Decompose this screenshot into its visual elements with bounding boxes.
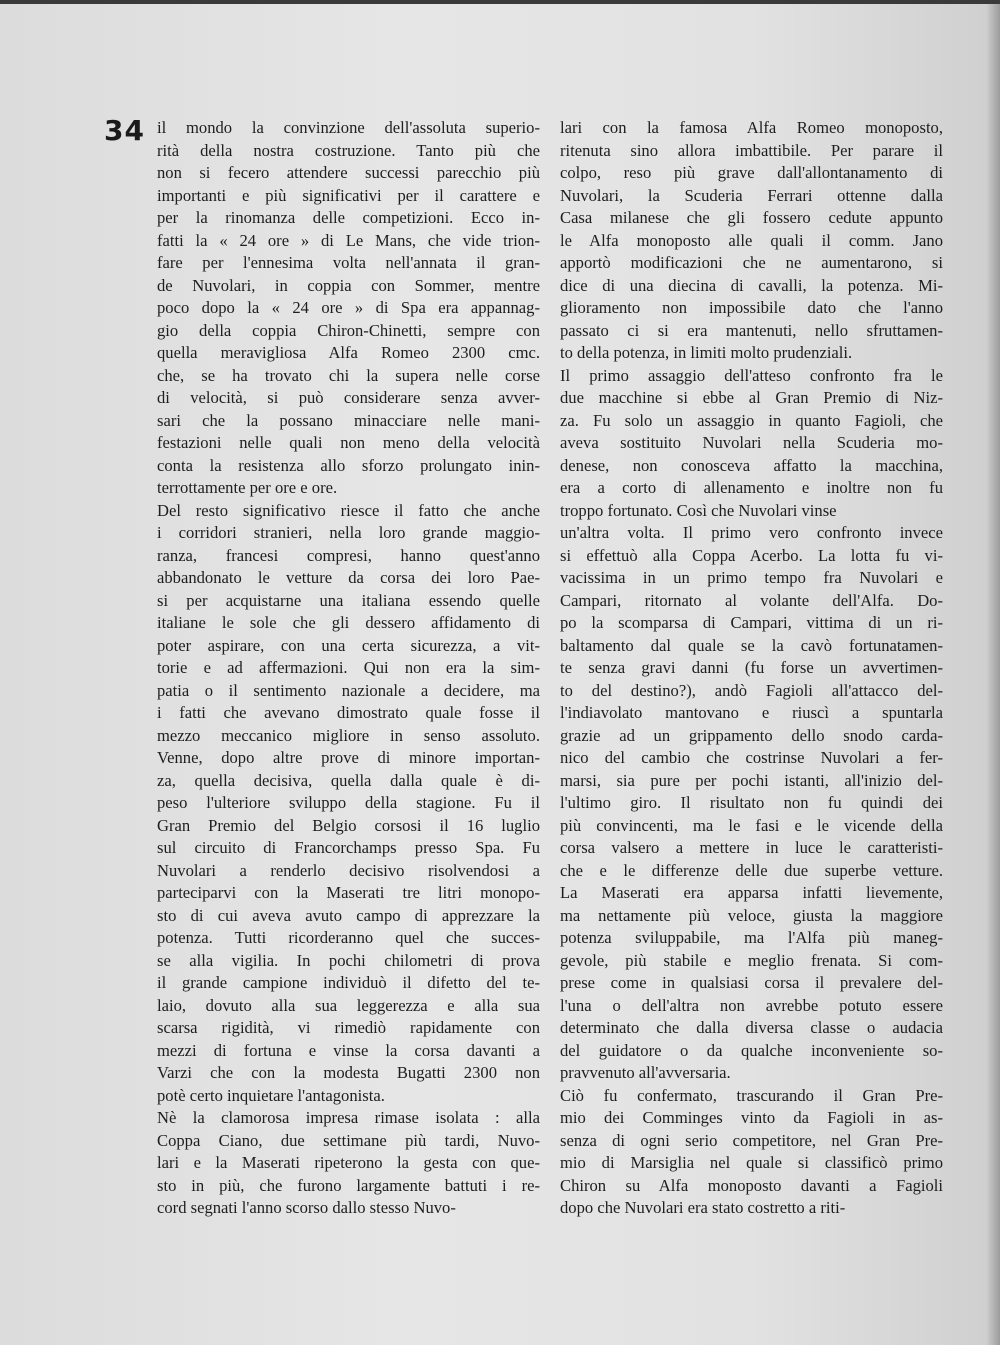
left-column-line: fatti la « 24 ore » di Le Mans, che vide trion- [157,230,540,250]
right-column-line: le Alfa monoposto alle quali il comm. Jano [560,230,943,250]
right-column-line: colpo, reso più grave dall'allontanamento di [560,163,943,182]
right-column-line: to del destino?), andò Fagioli all'attacco del- [560,680,943,700]
right-column-line: po la scomparsa di Campari, vittima di un ri- [560,613,943,632]
left-column-line: patia o il sentimento nazionale a decidere, ma [157,680,540,700]
left-column-line: peso l'ulteriore sviluppo della stagione. Fu il [157,793,540,812]
left-column-line: sari che la possano minacciare nelle mani- [157,410,540,430]
left-column-line: festazioni nelle quali non meno della velocità [157,433,540,452]
right-column-line: si effettuò alla Coppa Acerbo. La lotta fu vi- [560,545,943,565]
right-column-line: ma nettamente più veloce, giusta la maggiore [560,905,943,925]
left-column-line: il grande campione individuò il difetto del te- [157,973,540,992]
left-column-line: Varzi che con la modesta Bugatti 2300 non [157,1063,540,1082]
right-column-line: Nuvolari, la Scuderia Ferrari ottenne dalla [560,185,943,205]
right-column-line: prese come in qualsiasi corsa il prevalere del- [560,973,943,992]
right-column-line: Campari, ritornato al volante dell'Alfa. Do- [560,590,943,610]
left-column-line: ranza, francesi compresi, hanno quest'anno [157,545,540,565]
left-column-line: di velocità, si può considerare senza avver- [157,388,540,407]
left-column-line: sto in più, che furono largamente battuti i re- [157,1175,540,1195]
left-column-line: importanti e più significativi per il carattere e [157,185,540,205]
right-column-line: dopo che Nuvolari era stato costretto a riti- [560,1198,846,1217]
left-column-line: il mondo la convinzione dell'assoluta superio- [157,118,540,137]
right-column-line: glioramento non impossibile dato che l'anno [560,298,943,317]
left-column-line: Nè la clamorosa impresa rimase isolata : alla [157,1108,540,1127]
right-column-line: due macchine si ebbe al Gran Premio di Niz- [560,388,943,407]
right-column-line: te senza gravi danni (fu forse un avvertimen- [560,658,943,677]
right-text-column [560,117,943,1220]
right-column-line: denese, non conosceva affatto la macchina, [560,455,943,475]
left-column-line: abbandonato le vetture da corsa dei loro Pae- [157,568,540,587]
left-column-line: terrottamente per ore e ore. [157,478,338,497]
right-column-line: l'indiavolato mantovano e riuscì a spuntarla [560,703,943,722]
left-column-line: de Nuvolari, in coppia con Sommer, mentre [157,275,540,295]
left-column-line: scarsa rigidità, vi rimediò rapidamente con [157,1018,540,1037]
right-column-line: nico del cambio che costrinse Nuvolari a fer- [560,748,943,767]
left-column-line: potenza. Tutti ricorderanno quel che succes- [157,928,540,947]
page-gutter-shadow [986,0,1000,1345]
right-column-line: mio dei Comminges vinto da Fagioli in as- [560,1108,943,1127]
right-column-line: più convincenti, ma le fasi e le vicende della [560,815,943,835]
right-column-line: passato ci si era mantenuti, nello sfruttamen- [560,320,943,340]
left-column-line: non si fecero attendere successi parecchio più [157,163,540,182]
right-column-line: marsi, sia pure per pochi istanti, all'inizio del- [560,770,943,790]
page-number: 34 [104,114,145,147]
right-column-line: Casa milanese che gli fossero cedute appunto [560,208,943,227]
right-column-line: gevole, più stabile e meglio frenata. Si com- [560,950,943,970]
right-column-line: baltamento dal quale se la cavò fortunatamen- [560,635,943,655]
right-column-line: senza di ogni serio competitore, nel Gran Pre- [560,1130,943,1150]
left-column-line: lari e la Maserati ripeterono la gesta con que- [157,1153,540,1172]
left-column-line: conta la resistenza allo sforzo prolungato inin- [157,455,540,475]
right-column-line: apportò modificazioni che ne aumentarono, si [560,253,943,272]
right-column-line: l'una o dell'altra non avrebbe potuto essere [560,995,943,1015]
right-column-line: Il primo assaggio dell'atteso confronto fra le [560,365,943,385]
right-column-line: ritenuta sino allora imbattibile. Per parare il [560,140,943,160]
left-column-line: parteciparvi con la Maserati tre litri monopo- [157,883,540,902]
left-column-line: Del resto significativo riesce il fatto che anche [157,500,540,520]
right-column-line: La Maserati era apparsa infatti lievemente, [560,883,943,902]
left-column-line: laio, dovuto alla sua leggerezza e alla sua [157,995,540,1015]
left-column-line: si per acquistarne una italiana essendo quelle [157,590,540,610]
right-column-line: un'altra volta. Il primo vero confronto invece [560,523,943,542]
left-text-column [157,117,540,1220]
left-column-line: potè certo inquietare l'antagonista. [157,1085,385,1105]
right-column-line: mio di Marsiglia nel quale si classificò primo [560,1153,943,1172]
left-column-line: za, quella decisiva, quella dalla quale è di- [157,770,540,790]
left-column-line: italiane le sole che gli dessero affidamento di [157,613,540,632]
left-column-line: mezzo meccanico migliore in senso assoluto. [157,725,540,745]
left-column-line: cord segnati l'anno scorso dallo stesso Nuvo- [157,1198,456,1217]
right-column-line: che e le differenze delle due superbe vetture. [560,860,943,880]
left-column-line: sto di cui aveva avuto campo di apprezzare la [157,905,540,925]
right-column-line: era a corto di allenamento e inoltre non fu [560,478,943,497]
left-column-line: quella meravigliosa Alfa Romeo 2300 cmc. [157,343,540,362]
right-column-line: lari con la famosa Alfa Romeo monoposto, [560,118,943,137]
left-column-line: fare per l'ennesima volta nell'annata il gran- [157,253,540,272]
left-column-line: mezzi di fortuna e vinse la corsa davanti a [157,1040,540,1060]
left-column-line: rità della nostra costruzione. Tanto più che [157,140,540,160]
left-column-line: se alla vigilia. In pochi chilometri di prova [157,950,540,970]
left-column-line: per la rinomanza delle competizioni. Ecco in- [157,208,540,227]
left-column-line: torie e ad affermazioni. Qui non era la sim- [157,658,540,677]
right-column-line: corsa valsero a mettere in luce le caratteristi- [560,838,943,857]
right-column-line: grazie ad un grippamento dello snodo carda- [560,725,943,745]
left-column-line: poco dopo la « 24 ore » di Spa era appannag- [157,298,540,317]
right-column-line: Ciò fu confermato, trascurando il Gran Pre- [560,1085,943,1105]
left-column-line: sul circuito di Francorchamps presso Spa. Fu [157,838,540,857]
left-column-line: che, se ha trovato chi la supera nelle corse [157,365,540,385]
right-column-line: del guidatore o da qualche inconveniente so- [560,1040,943,1060]
right-column-line: dice di una diecina di cavalli, la potenza. Mi- [560,275,943,295]
left-column-line: Coppa Ciano, due settimane più tardi, Nuvo- [157,1130,540,1150]
page-top-edge [0,0,1000,4]
left-column-line: Venne, dopo altre prove di minore importan- [157,748,540,767]
right-column-line: Chiron su Alfa monoposto davanti a Fagioli [560,1175,943,1195]
right-column-line: to della potenza, in limiti molto prudenziali. [560,343,853,362]
right-column-line: vacissima in un primo tempo fra Nuvolari e [560,568,943,587]
left-column-line: Gran Premio del Belgio corsosi il 16 luglio [157,815,540,835]
right-column-line: troppo fortunato. Così che Nuvolari vinse [560,500,837,520]
right-column-line: aveva sostituito Nuvolari nella Scuderia mo- [560,433,943,452]
left-column-line: i corridori stranieri, nella loro grande maggio- [157,523,540,542]
right-column-line: potenza sviluppabile, ma l'Alfa più maneg- [560,928,943,947]
right-column-line: za. Fu solo un assaggio in quanto Fagioli, che [560,410,943,430]
right-column-line: l'ultimo giro. Il risultato non fu quindi dei [560,793,943,812]
left-column-line: i fatti che avevano dimostrato quale fosse il [157,703,540,722]
left-column-line: gio della coppia Chiron-Chinetti, sempre con [157,320,540,340]
right-column-line: determinato che dalla diversa classe o audacia [560,1018,943,1037]
left-column-line: poter aspirare, con una certa sicurezza, a vit- [157,635,540,655]
left-column-line: Nuvolari a renderlo decisivo risolvendosi a [157,860,540,880]
right-column-line: pravvenuto all'avversaria. [560,1063,731,1082]
